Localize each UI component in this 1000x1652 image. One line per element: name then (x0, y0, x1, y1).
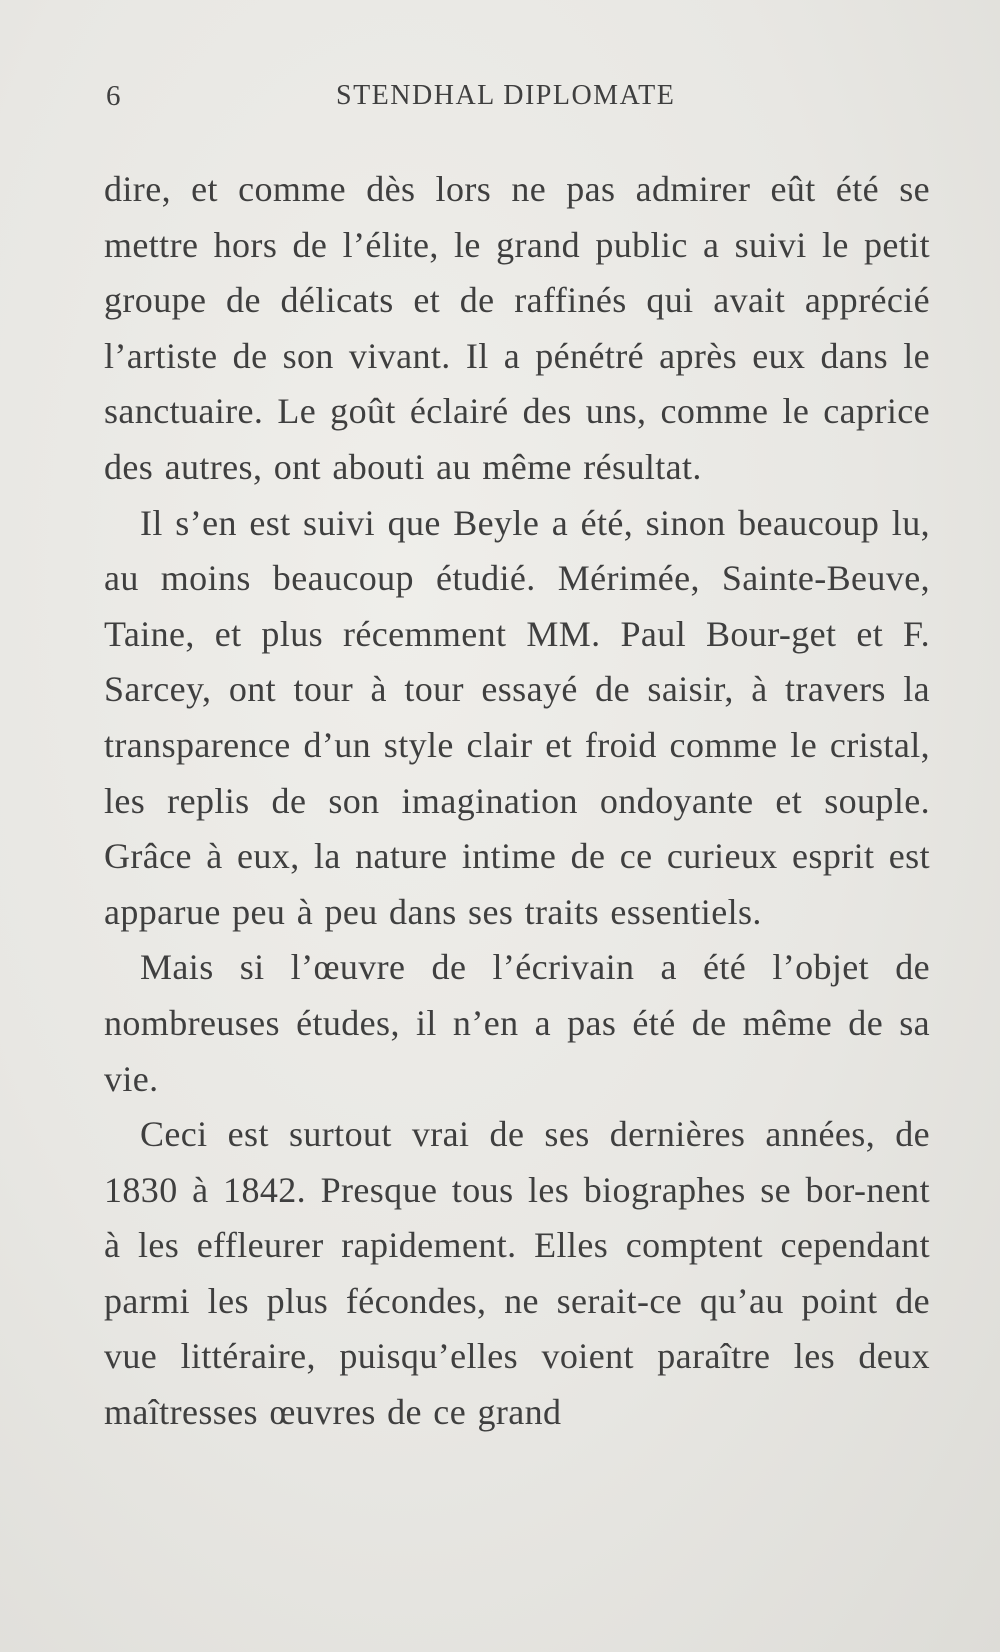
paragraph: Il s’en est suivi que Beyle a été, sinon beaucoup lu, au moins beaucoup étudié. Mérimée, Sainte-Beuve, Taine, et plus récemment MM. Paul Bour-get et F. Sarcey, ont tour à tour essayé de saisir, à travers la transparence d’un style clair et froid comme le cristal, les replis de son imagination ondoyante et souple. Grâce à eux, la nature intime de ce curieux esprit est apparue peu à peu dans ses traits essentiels. (104, 502, 930, 932)
paragraph: dire, et comme dès lors ne pas admirer eût été se mettre hors de l’élite, le grand public a suivi le petit groupe de délicats et de raffinés qui avait apprécié l’artiste de son vivant. Il a pénétré après eux dans le sanctuaire. Le goût éclairé des uns, comme le caprice des autres, ont abouti au même résultat. (104, 169, 930, 487)
running-title: STENDHAL DIPLOMATE (336, 80, 676, 111)
paragraph: Mais si l’œuvre de l’écrivain a été l’objet de nombreuses études, il n’en a pas été de même de sa vie. (104, 947, 930, 1099)
body-text (104, 162, 930, 1441)
page-number: 6 (106, 80, 121, 112)
paragraph: Ceci est surtout vrai de ses dernières années, de 1830 à 1842. Presque tous les biographes se bor-nent à les effleurer rapidement. Elles comptent cependant parmi les plus fécondes, ne serait-ce qu’au point de vue littéraire, puisqu’elles voient paraître les deux maîtresses œuvres de ce grand (104, 1114, 930, 1433)
running-head (106, 80, 930, 120)
